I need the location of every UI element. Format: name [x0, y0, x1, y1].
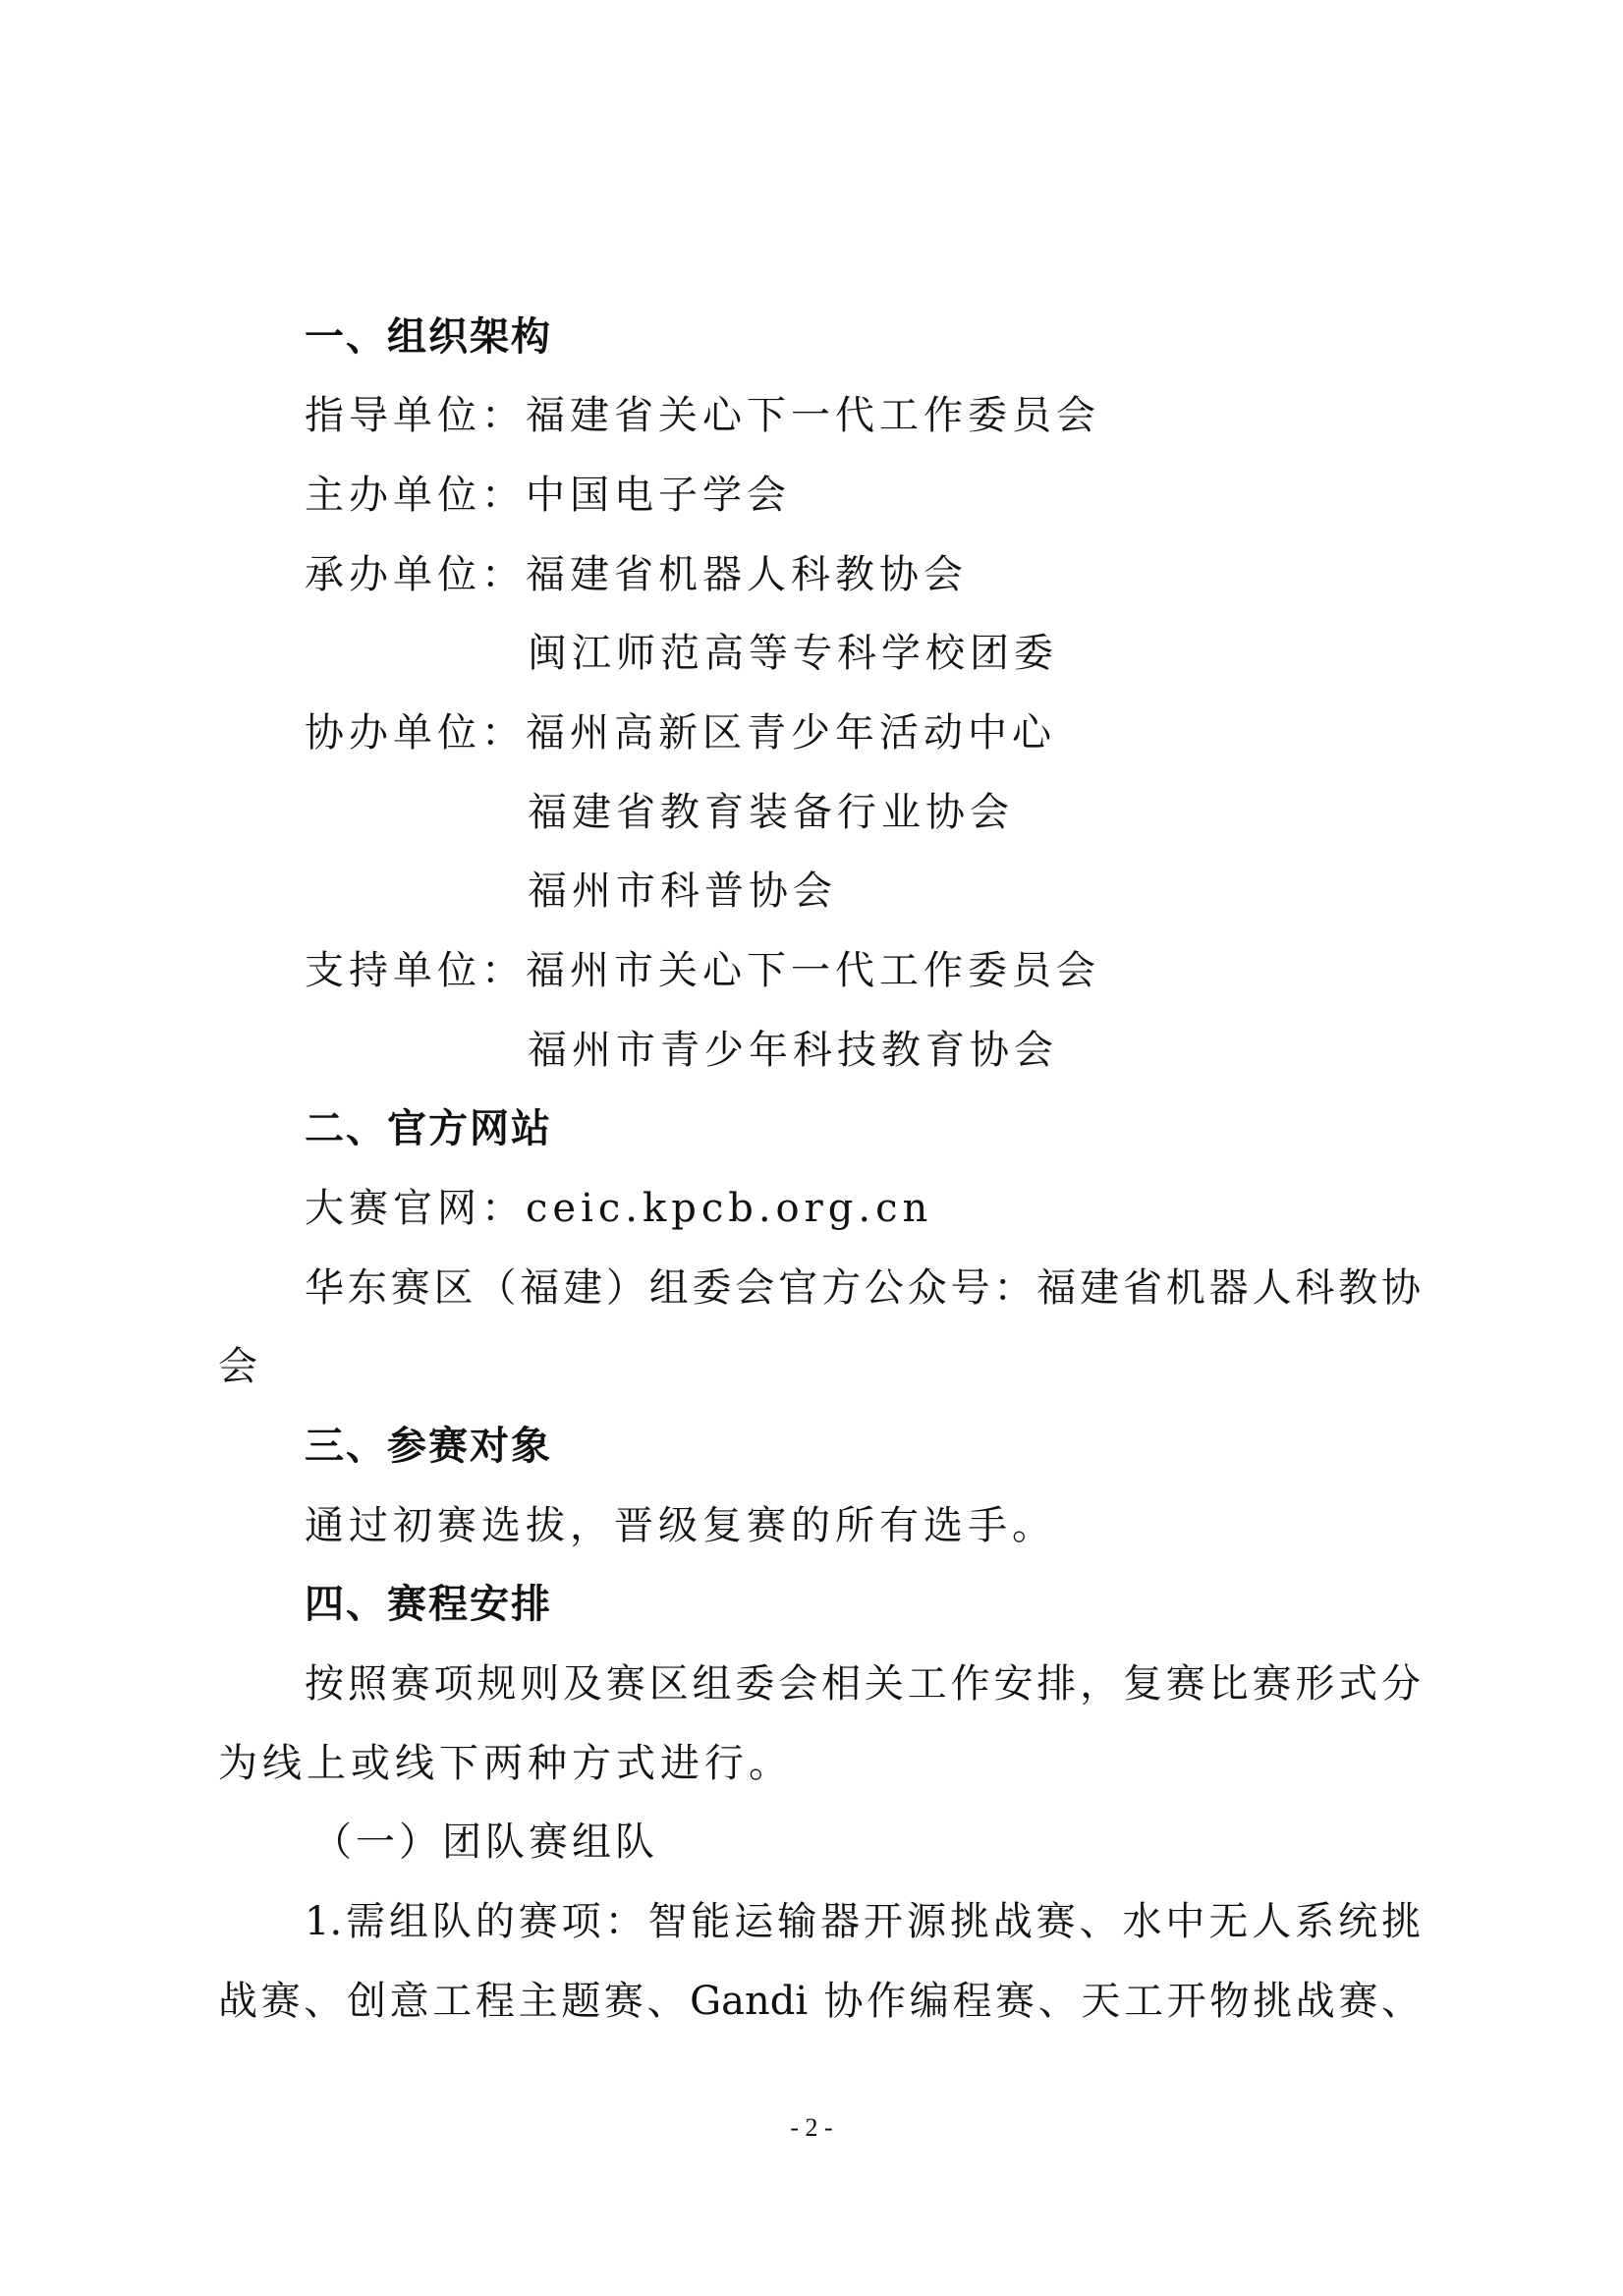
participants-text: 通过初赛选拔，晋级复赛的所有选手。 [305, 1503, 1056, 1548]
schedule-paragraph-line-1: 按照赛项规则及赛区组委会相关工作安排，复赛比赛形式分 [305, 1661, 1421, 1707]
sub-heading-team: （一）团队赛组队 [312, 1820, 658, 1865]
team-item-1-line-1: 1.需组队的赛项：智能运输器开源挑战赛、水中无人系统挑 [305, 1899, 1421, 1944]
page-number: - 2 - [790, 2113, 833, 2142]
team-item-1-line-2: 战赛、创意工程主题赛、Gandi 协作编程赛、天工开物挑战赛、 [218, 1979, 1421, 2024]
section-heading-participants: 三、参赛对象 [305, 1424, 552, 1469]
section-heading-org: 一、组织架构 [305, 314, 552, 360]
co-organizer-2: 福建省教育装备行业协会 [528, 790, 1014, 835]
section-heading-schedule: 四、赛程安排 [305, 1582, 552, 1627]
guide-unit: 指导单位：福建省关心下一代工作委员会 [305, 393, 1100, 438]
official-website: 大赛官网：ceic.kpcb.org.cn [305, 1186, 933, 1231]
support-unit-2: 福州市青少年科技教育协会 [528, 1028, 1058, 1073]
organizer-unit-1: 承办单位：福建省机器人科教协会 [305, 552, 968, 597]
host-unit: 主办单位：中国电子学会 [305, 473, 791, 518]
support-unit-1: 支持单位：福州市关心下一代工作委员会 [305, 948, 1100, 993]
co-organizer-3: 福州市科普协会 [528, 868, 837, 914]
section-heading-site: 二、官方网站 [305, 1106, 552, 1151]
co-organizer-1: 协办单位：福州高新区青少年活动中心 [305, 710, 1056, 756]
organizer-unit-2: 闽江师范高等专科学校团委 [528, 631, 1058, 676]
wechat-account-line-1: 华东赛区（福建）组委会官方公众号：福建省机器人科教协 [305, 1265, 1421, 1311]
schedule-paragraph-line-2: 为线上或线下两种方式进行。 [218, 1741, 793, 1786]
wechat-account-line-2: 会 [218, 1344, 262, 1389]
